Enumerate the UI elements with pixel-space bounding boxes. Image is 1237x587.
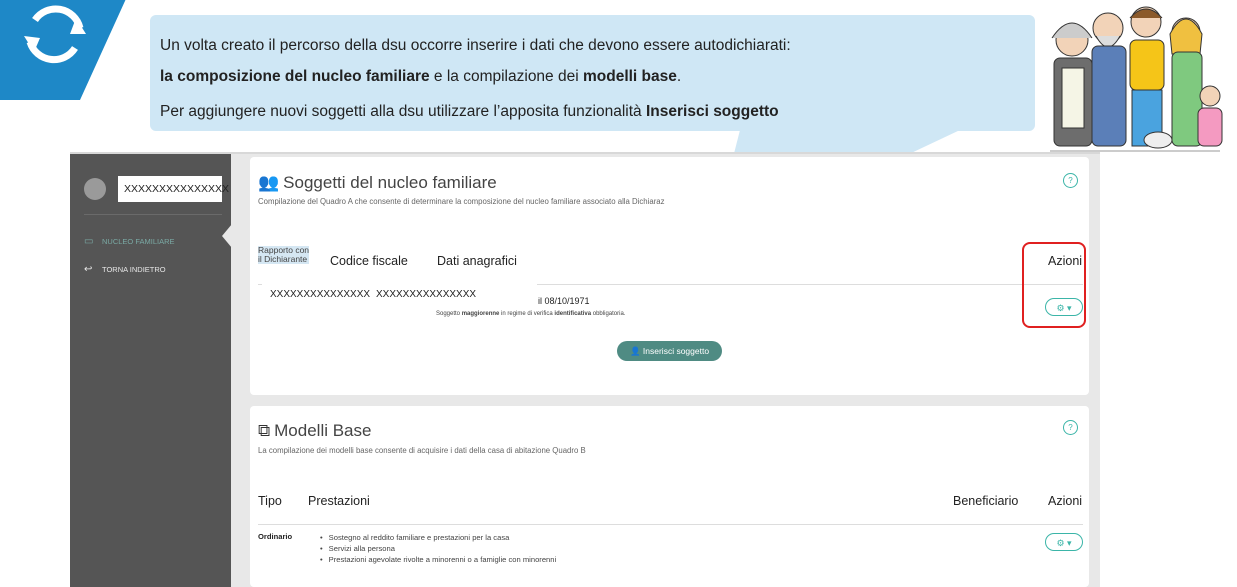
azioni-highlight: [1022, 242, 1086, 328]
header-azioni: Azioni: [1048, 254, 1083, 268]
header-prestazioni: Prestazioni: [308, 494, 370, 508]
avatar: [84, 178, 106, 200]
row-actions-button[interactable]: [1045, 533, 1083, 551]
users-icon: 👥: [258, 173, 280, 192]
copy-icon: ⧉: [258, 421, 271, 440]
refresh-logo-icon: [0, 0, 130, 100]
gear-icon: ⚙: [1056, 538, 1065, 548]
row-tipo: Ordinario: [258, 532, 293, 541]
help-icon[interactable]: ?: [1063, 173, 1078, 188]
app-window: [70, 152, 1100, 587]
row-codice-fiscale: XXXXXXXXXXXXXXX: [376, 289, 477, 300]
header-azioni: Azioni: [1048, 494, 1083, 508]
chevron-down-icon: ▾: [1067, 538, 1072, 548]
header-dati-anagrafici: Dati anagrafici: [437, 254, 517, 268]
header-beneficiario: Beneficiario: [953, 494, 1019, 508]
row-verifica-note: Soggetto maggiorenne in regime di verifica identificativa obbligatoria.: [436, 311, 626, 317]
soggetti-title: 👥 Soggetti del nucleo familiare: [258, 173, 497, 192]
gear-icon: ⚙: [1056, 303, 1065, 313]
soggetti-card: [250, 157, 1089, 395]
user-name: XXXXXXXXXXXXXXX: [118, 176, 222, 202]
instruction-callout: [150, 15, 1035, 131]
list-item: • Prestazioni agevolate rivolte a minorenni o a famiglie con minorenni: [320, 554, 556, 565]
modelli-title: ⧉ Modelli Base: [258, 421, 372, 440]
list-item: • Servizi alla persona: [320, 543, 556, 554]
sidebar-item-nucleo-familiare[interactable]: ▭ NUCLEO FAMILIARE: [84, 236, 175, 247]
user-add-icon: 👤: [629, 346, 641, 356]
help-icon[interactable]: ?: [1063, 420, 1078, 435]
table-divider: [258, 524, 1083, 525]
active-item-indicator: [222, 224, 232, 248]
chevron-down-icon: ▾: [1067, 303, 1072, 313]
soggetti-subtitle: Compilazione del Quadro A che consente di determinare la composizione del nucleo familiare associato alla Dichiaraz: [258, 197, 665, 206]
callout-line-3: Per aggiungere nuovi soggetti alla dsu utilizzare l’apposita funzionalità Inserisci soggetto: [160, 103, 779, 120]
header-rapporto: Rapporto con il Dichiarante: [258, 245, 310, 264]
header-codice-fiscale: Codice fiscale: [330, 254, 408, 268]
callout-line-1: Un volta creato il percorso della dsu occorre inserire i dati che devono essere autodichiarati:: [160, 37, 791, 54]
prestazioni-list: [320, 532, 556, 565]
list-item: • Sostegno al reddito familiare e prestazioni per la casa: [320, 532, 556, 543]
modelli-card: [250, 406, 1089, 587]
row-rapporto: XXXXXXXXXXXXXXX: [270, 289, 371, 300]
modelli-subtitle: La compilazione dei modelli base consente di acquisire i dati della casa di abitazione Quadro B: [258, 446, 586, 455]
inserisci-soggetto-button[interactable]: 👤 Inserisci soggetto: [617, 341, 722, 361]
id-card-icon: ▭: [84, 236, 94, 247]
sidebar: [70, 154, 231, 587]
sidebar-divider: [84, 214, 222, 215]
user-profile[interactable]: [84, 176, 230, 202]
family-illustration: [1030, 0, 1230, 152]
sidebar-item-torna-indietro[interactable]: ↩ TORNA INDIETRO: [84, 264, 166, 275]
row-data-nascita: il 08/10/1971: [538, 296, 590, 306]
return-arrow-icon: ↩: [84, 264, 93, 275]
callout-line-2: la composizione del nucleo familiare e la compilazione dei modelli base.: [160, 68, 682, 85]
header-tipo: Tipo: [258, 494, 282, 508]
